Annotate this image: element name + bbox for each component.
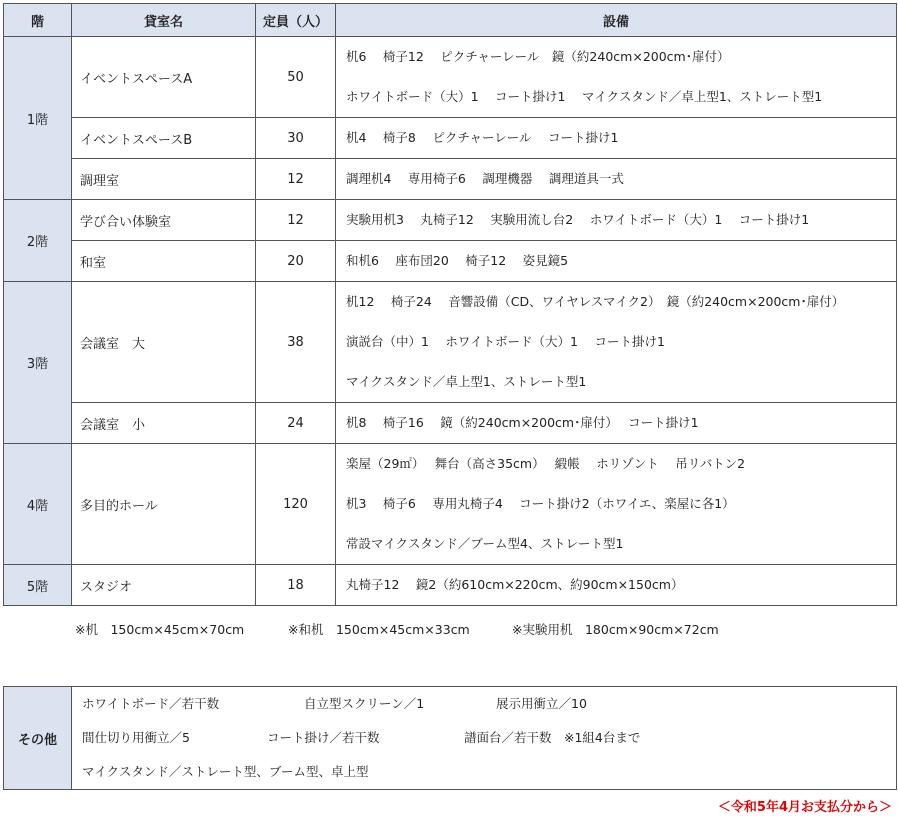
room-equipment bbox=[336, 118, 897, 159]
desk-size-notes bbox=[75, 618, 835, 642]
other-item: マイクスタンド／ストレート型、ブーム型、卓上型 bbox=[82, 764, 369, 779]
equipment-line: マイクスタンド／卓上型1、ストレート型1 bbox=[346, 374, 587, 389]
table-row bbox=[4, 565, 897, 606]
room-capacity: 20 bbox=[256, 241, 336, 282]
other-line bbox=[72, 755, 896, 789]
other-item: 譜面台／若干数 ※1組4台まで bbox=[464, 730, 641, 745]
room-capacity: 30 bbox=[256, 118, 336, 159]
note-japanese-desk: ※和机 150cm×45cm×33cm bbox=[288, 622, 470, 637]
room-name: スタジオ bbox=[72, 565, 256, 606]
room-equipment bbox=[336, 403, 897, 444]
table-row bbox=[4, 37, 897, 118]
table-row bbox=[4, 444, 897, 565]
equipment-line: 常設マイクスタンド／ブーム型4、ストレート型1 bbox=[346, 536, 624, 551]
room-name: イベントスペースB bbox=[72, 118, 256, 159]
header-capacity: 定員（人） bbox=[256, 4, 336, 37]
room-name: 和室 bbox=[72, 241, 256, 282]
room-equipment bbox=[336, 159, 897, 200]
equipment-line: 楽屋（29㎡） 舞台（高さ35cm） 緞帳 ホリゾント 吊リバトン2 bbox=[346, 456, 746, 471]
note-desk: ※机 150cm×45cm×70cm bbox=[75, 622, 245, 637]
floor-label: 5階 bbox=[4, 565, 72, 606]
equipment-line: 実験用机3 丸椅子12 実験用流し台2 ホワイトボード（大）1 コート掛け1 bbox=[346, 212, 810, 227]
room-equipment bbox=[336, 565, 897, 606]
table-row bbox=[4, 159, 897, 200]
equipment-line: 机8 椅子16 鏡（約240cm×200cm･扉付） コート掛け1 bbox=[346, 415, 699, 430]
table-row bbox=[4, 200, 897, 241]
room-name: 学び合い体験室 bbox=[72, 200, 256, 241]
room-equipment bbox=[336, 282, 897, 403]
room-name: イベントスペースA bbox=[72, 37, 256, 118]
room-capacity: 38 bbox=[256, 282, 336, 403]
room-capacity: 50 bbox=[256, 37, 336, 118]
table-row bbox=[4, 403, 897, 444]
room-capacity: 12 bbox=[256, 159, 336, 200]
table-header-row bbox=[4, 4, 897, 37]
room-name: 調理室 bbox=[72, 159, 256, 200]
floor-label: 1階 bbox=[4, 37, 72, 200]
room-capacity: 120 bbox=[256, 444, 336, 565]
equipment-line: 机6 椅子12 ピクチャーレール 鏡（約240cm×200cm･扉付） bbox=[346, 49, 730, 64]
other-item: 展示用衝立／10 bbox=[496, 696, 587, 711]
equipment-line: 和机6 座布団20 椅子12 姿見鏡5 bbox=[346, 253, 569, 268]
table-row bbox=[4, 241, 897, 282]
table-body bbox=[4, 37, 897, 606]
room-capacity: 24 bbox=[256, 403, 336, 444]
table-row bbox=[4, 118, 897, 159]
equipment-line: 机3 椅子6 専用丸椅子4 コート掛け2（ホワイエ、楽屋に各1） bbox=[346, 496, 735, 511]
room-name: 多目的ホール bbox=[72, 444, 256, 565]
header-floor: 階 bbox=[4, 4, 72, 37]
other-line bbox=[72, 687, 896, 721]
other-equipment-list bbox=[72, 687, 897, 790]
other-item: 自立型スクリーン／1 bbox=[304, 696, 425, 711]
facilities-table bbox=[3, 3, 897, 606]
room-name: 会議室 大 bbox=[72, 282, 256, 403]
floor-label: 4階 bbox=[4, 444, 72, 565]
floor-label: 2階 bbox=[4, 200, 72, 282]
room-equipment bbox=[336, 37, 897, 118]
room-equipment bbox=[336, 200, 897, 241]
other-label: その他 bbox=[4, 687, 72, 790]
room-capacity: 18 bbox=[256, 565, 336, 606]
equipment-line: 調理机4 専用椅子6 調理機器 調理道具一式 bbox=[346, 171, 624, 186]
equipment-line: 丸椅子12 鏡2（約610cm×220cm、約90cm×150cm） bbox=[346, 577, 684, 592]
room-equipment bbox=[336, 241, 897, 282]
equipment-line: 机4 椅子8 ピクチャーレール コート掛け1 bbox=[346, 130, 619, 145]
effective-date-note: ＜令和5年4月お支払分から＞ bbox=[717, 800, 892, 815]
note-lab-desk: ※実験用机 180cm×90cm×72cm bbox=[512, 622, 719, 637]
room-capacity: 12 bbox=[256, 200, 336, 241]
other-item: ホワイトボード／若干数 bbox=[82, 696, 220, 711]
other-item: 間仕切り用衝立／5 bbox=[82, 730, 190, 745]
other-item: コート掛け／若干数 bbox=[267, 730, 380, 745]
room-equipment bbox=[336, 444, 897, 565]
other-line bbox=[72, 721, 896, 755]
header-room-name: 貸室名 bbox=[72, 4, 256, 37]
equipment-line: 机12 椅子24 音響設備（CD、ワイヤレスマイク2） 鏡（約240cm×200cm･扉付） bbox=[346, 294, 845, 309]
other-equipment-table bbox=[3, 686, 897, 790]
equipment-line: 演説台（中）1 ホワイトボード（大）1 コート掛け1 bbox=[346, 334, 665, 349]
floor-label: 3階 bbox=[4, 282, 72, 444]
table-row bbox=[4, 282, 897, 403]
room-name: 会議室 小 bbox=[72, 403, 256, 444]
equipment-line: ホワイトボード（大）1 コート掛け1 マイクスタンド／卓上型1、ストレート型1 bbox=[346, 89, 823, 104]
header-equipment: 設備 bbox=[336, 4, 897, 37]
